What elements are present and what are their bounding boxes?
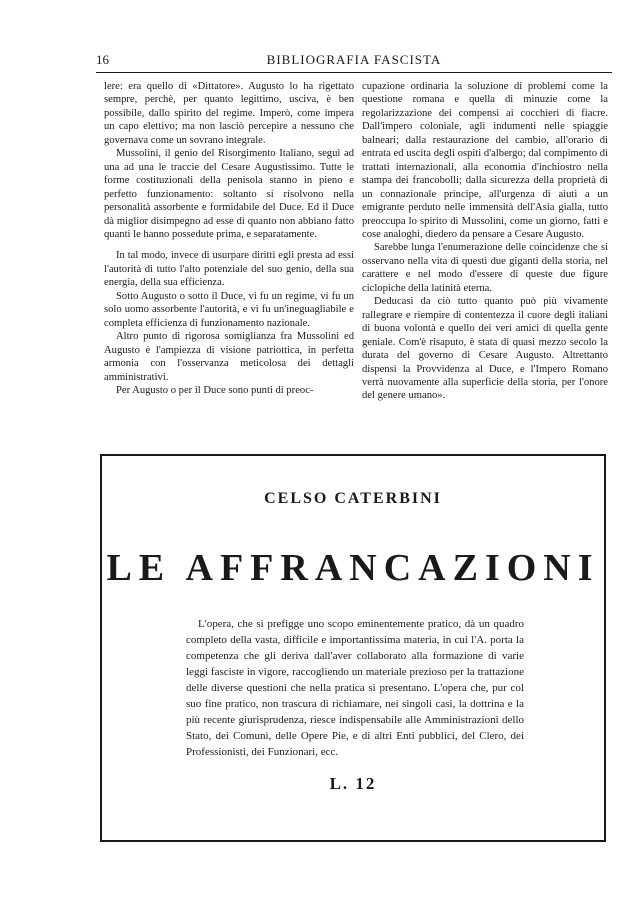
- paragraph: Sotto Augusto o sotto il Duce, vi fu un regime, vi fu un solo uomo assorbente l'autorità, e vi fu un'ineguagliabile e completa efficienza di funzionamento nazionale.: [104, 290, 354, 329]
- ad-title: LE AFFRANCAZIONI: [106, 547, 600, 589]
- paragraph: Mussolini, il genio del Risorgimento Italiano, seguì ad una ad una le traccie del Cesare Augustissimo. Tutte le forme costituzionali della penisola stanno in pieno e perfetto funzionamento: soltanto si risolvono nella personalità assorbente e formidabile del Duce. Ed il Duce dà miglior disimpegno ad esse di quanto non abbiano fatto quanti le hanno possedute prima, e separatamente.: [104, 148, 354, 240]
- paragraph: In tal modo, invece di usurpare diritti egli presta ad essi l'autorità di tutto l'alto potenziale del suo genio, della sua energia, della sua efficienza.: [104, 250, 354, 289]
- paragraph: Altro punto di rigorosa somiglianza fra Mussolini ed Augusto è l'ampiezza di visione patriottica, in perfetta armonia con l'osservanza meticolosa dei dettagli amministrativi.: [104, 331, 354, 383]
- page-header: [96, 52, 612, 70]
- running-title: BIBLIOGRAFIA FASCISTA: [266, 52, 442, 67]
- ad-author: CELSO CATERBINI: [264, 490, 442, 507]
- paragraph: cupazione ordinaria la soluzione di problemi come la questione romana e quella di minuzie come la regolarizzazione dei compensi ai cocchieri di fiacre. Dall'impero coloniale, agli indumenti nelle spiaggie balneari; dalla restaurazione del cambio, all'orario di entrata ed uscita degli ospiti d'albergo; dal compimento di trattati internazionali, alla economia d'inchiostro nella stampa dei francobolli; dalla sicurezza della proprietà di un connazionale principe, all'urgenza di aiuti a un emigrante perduto nelle immensità dell'Asia gialla, tutto preoccupa lo spirito di Mussolini, come un giorno, fatti e cose analoghi, diedero da pensare a Cesare Augusto.: [362, 81, 608, 240]
- header-rule: [96, 72, 612, 73]
- paragraph: lere: era quello di «Dittatore». Augusto lo ha rigettato sempre, perchè, per quanto legittimo, usciva, è ben possibile, dallo spirito del regime. Imperò, come impera un capo elettivo; ma non lasciò percepire a nessuno che governava come un sovrano integrale.: [104, 81, 354, 146]
- paragraph: Per Augusto o per il Duce sono punti di preoc-: [116, 384, 314, 396]
- paragraph: Deducasi da ciò tutto quanto può più vivamente rallegrare e riempire di contentezza il cuore degli italiani di buona volontà e quello dei veri amici di quella gente geniale. Com'è risaputo, è stata di quasi mezzo secolo la durata del governo di Cesare Augusto. Altrettanto dispensi la Provvidenza al Duce, e l'Impero Romano verrà nuovamente alla superficie della storia, per l'onore del genere umano».: [362, 296, 608, 402]
- right-column: [362, 80, 608, 403]
- book-advertisement: [100, 454, 606, 842]
- ad-description: [186, 616, 524, 760]
- ad-price: L. 12: [329, 774, 377, 793]
- left-column: [104, 80, 354, 397]
- page-number: 16: [96, 52, 109, 67]
- paragraph: Sarebbe lunga l'enumerazione delle coincidenze che si osservano nella vita di questi due giganti della storia, nel carattere e nel modo d'essere di queste due figure ciclopiche della latinità eterna.: [362, 242, 608, 294]
- ad-description-text: L'opera, che si prefigge uno scopo eminentemente pratico, dà un quadro completo della vasta, difficile e importantissima materia, in cui l'A. porta la competenza che gli deriva dall'aver collaborato alla formazione di varie leggi fasciste in vigore, raccogliendo un materiale prezioso per la trattazione delle diverse questioni che nella pratica si presentano. L'opera che, pur col suo fine pratico, non trascura di richiamare, nei singoli casi, la dottrina e la più recente giurisprudenza, riesce indispensabile alle Amministrazioni dello Stato, dei Comuni, delle Opere Pie, e di altri Enti pubblici, del Clero, dei Professionisti, dei Funzionari, ecc.: [186, 618, 524, 758]
